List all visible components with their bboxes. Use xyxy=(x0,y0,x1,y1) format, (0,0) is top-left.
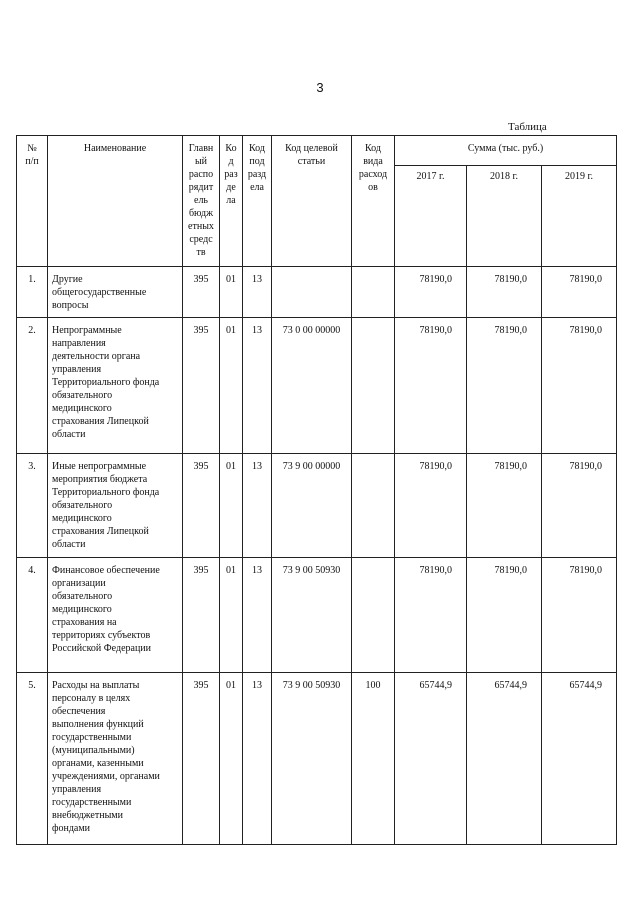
row-number: 2. xyxy=(17,318,48,454)
row-sum-2019: 65744,9 xyxy=(542,673,617,845)
row-subsection-code: 13 xyxy=(243,558,272,673)
header-expense-type-code: Код вида расход ов xyxy=(352,136,395,267)
row-sum-2018: 78190,0 xyxy=(467,318,542,454)
row-sum-2019: 78190,0 xyxy=(542,267,617,318)
row-name: Иные непрограммные мероприятия бюджета Территориального фонда обязательного медицинского страхования Липецкой области xyxy=(48,454,183,558)
header-subsection-code: Код под разд ела xyxy=(243,136,272,267)
header-sum: Сумма (тыс. руб.) xyxy=(395,136,617,166)
row-subsection-code: 13 xyxy=(243,673,272,845)
header-main-manager: Главн ый распо рядит ель бюдж етных средс тв xyxy=(183,136,220,267)
row-sum-2017: 78190,0 xyxy=(395,558,467,673)
row-main-manager: 395 xyxy=(183,558,220,673)
row-number: 5. xyxy=(17,673,48,845)
row-sum-2017: 78190,0 xyxy=(395,454,467,558)
row-expense-type-code xyxy=(352,558,395,673)
row-main-manager: 395 xyxy=(183,267,220,318)
header-row xyxy=(17,136,617,166)
page-number: 3 xyxy=(316,80,324,95)
table-row xyxy=(17,267,617,318)
row-main-manager: 395 xyxy=(183,454,220,558)
header-section-code: Ко д раз де ла xyxy=(220,136,243,267)
row-main-manager: 395 xyxy=(183,673,220,845)
row-sum-2019: 78190,0 xyxy=(542,558,617,673)
row-target-code: 73 9 00 50930 xyxy=(272,673,352,845)
table-row xyxy=(17,318,617,454)
row-name: Финансовое обеспечение организации обязательного медицинского страхования на территориях субъектов Российской Федерации xyxy=(48,558,183,673)
row-number: 3. xyxy=(17,454,48,558)
row-sum-2017: 78190,0 xyxy=(395,318,467,454)
row-target-code xyxy=(272,267,352,318)
row-target-code: 73 9 00 00000 xyxy=(272,454,352,558)
row-sum-2018: 78190,0 xyxy=(467,267,542,318)
row-sum-2018: 78190,0 xyxy=(467,454,542,558)
row-section-code: 01 xyxy=(220,673,243,845)
budget-table xyxy=(16,135,617,845)
row-expense-type-code: 100 xyxy=(352,673,395,845)
row-sum-2017: 78190,0 xyxy=(395,267,467,318)
row-number: 4. xyxy=(17,558,48,673)
row-sum-2018: 78190,0 xyxy=(467,558,542,673)
row-main-manager: 395 xyxy=(183,318,220,454)
row-name: Расходы на выплаты персоналу в целях обеспечения выполнения функций государственными (муниципальными) органами, казенными учреждениями, органами управления государственными внебюджетными фондами xyxy=(48,673,183,845)
row-sum-2019: 78190,0 xyxy=(542,318,617,454)
row-subsection-code: 13 xyxy=(243,267,272,318)
row-sum-2019: 78190,0 xyxy=(542,454,617,558)
row-subsection-code: 13 xyxy=(243,318,272,454)
row-sum-2017: 65744,9 xyxy=(395,673,467,845)
row-section-code: 01 xyxy=(220,318,243,454)
row-expense-type-code xyxy=(352,454,395,558)
row-name: Непрограммные направления деятельности органа управления Территориального фонда обязательного медицинского страхования Липецкой области xyxy=(48,318,183,454)
row-expense-type-code xyxy=(352,318,395,454)
row-section-code: 01 xyxy=(220,454,243,558)
header-num: № п/п xyxy=(17,136,48,267)
row-section-code: 01 xyxy=(220,558,243,673)
table-row xyxy=(17,558,617,673)
table-row xyxy=(17,454,617,558)
row-expense-type-code xyxy=(352,267,395,318)
header-target-code: Код целевой статьи xyxy=(272,136,352,267)
header-year-2018: 2018 г. xyxy=(467,166,542,267)
row-name: Другие общегосударственные вопросы xyxy=(48,267,183,318)
header-year-2017: 2017 г. xyxy=(395,166,467,267)
header-year-2019: 2019 г. xyxy=(542,166,617,267)
row-target-code: 73 9 00 50930 xyxy=(272,558,352,673)
row-sum-2018: 65744,9 xyxy=(467,673,542,845)
row-number: 1. xyxy=(17,267,48,318)
row-section-code: 01 xyxy=(220,267,243,318)
table-caption: Таблица xyxy=(508,121,547,133)
table-row xyxy=(17,673,617,845)
header-name: Наименование xyxy=(48,136,183,267)
row-subsection-code: 13 xyxy=(243,454,272,558)
row-target-code: 73 0 00 00000 xyxy=(272,318,352,454)
